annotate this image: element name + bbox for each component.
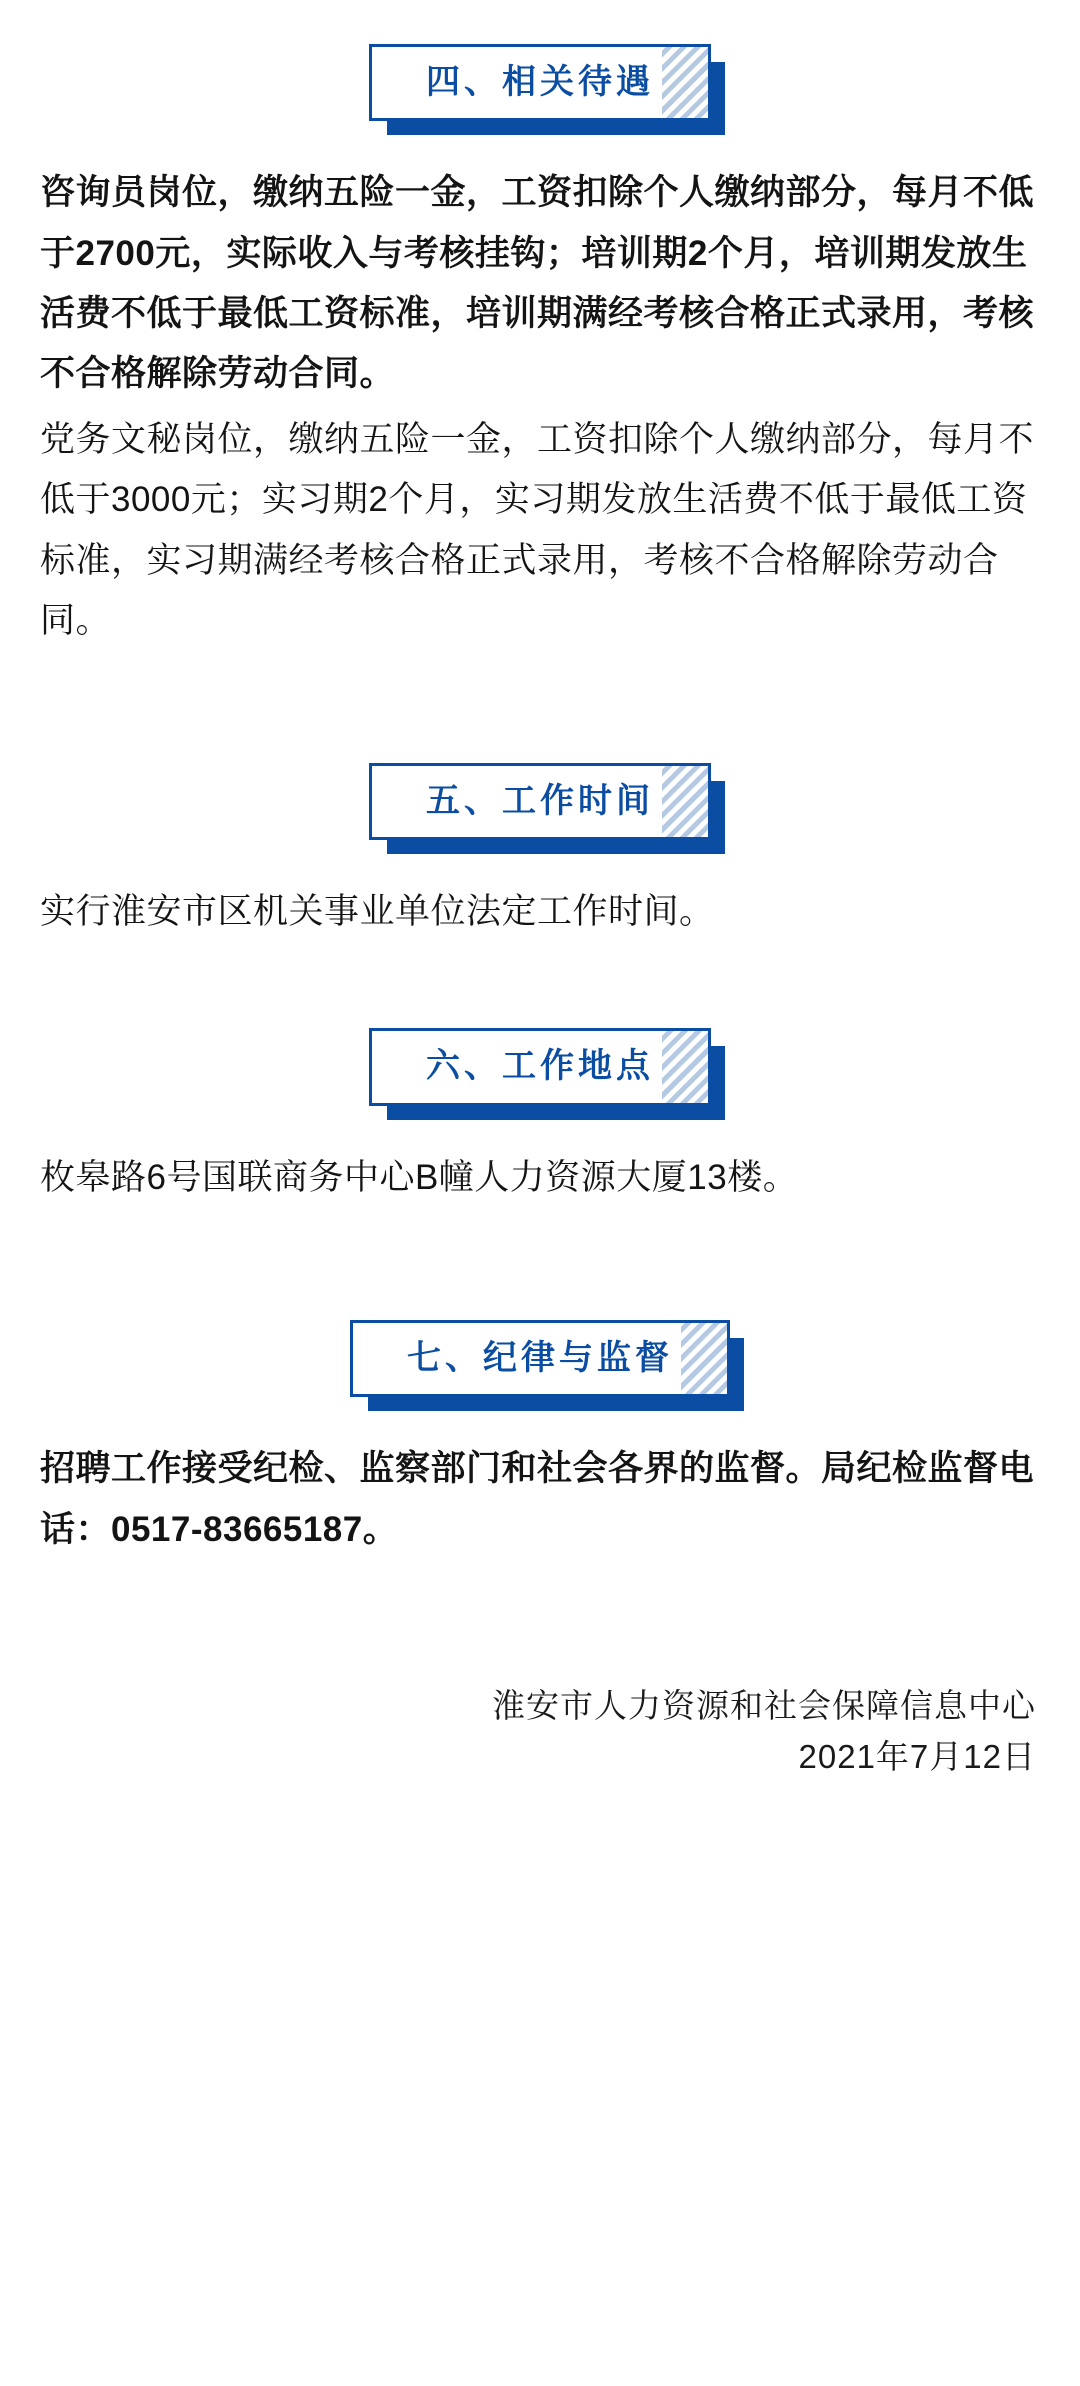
section-4-paragraph-2: 党务文秘岗位，缴纳五险一金，工资扣除个人缴纳部分，每月不低于3000元；实习期2个月，实习期发放生活费不低于最低工资标准，实习期满经考核合格正式录用，考核不合格解除劳动合同。	[40, 420, 1035, 640]
section-heading-4	[40, 44, 1040, 121]
section-7-paragraph-1: 招聘工作接受纪检、监察部门和社会各界的监督。局纪检监督电话：0517-83665187。	[40, 1449, 1035, 1549]
section-6-paragraph-1: 枚皋路6号国联商务中心B幢人力资源大厦13楼。	[40, 1157, 799, 1197]
section-heading-6	[40, 1028, 1040, 1105]
section-heading-5	[40, 763, 1040, 840]
section-heading-7-label: 七、纪律与监督	[407, 1339, 673, 1378]
footer-organization: 淮安市人力资源和社会保障信息中心	[492, 1686, 1036, 1724]
section-heading-7	[40, 1320, 1040, 1397]
footer-date: 2021年7月12日	[798, 1737, 1036, 1775]
spacer	[40, 942, 1040, 1028]
section-heading-5-label: 五、工作时间	[426, 781, 654, 820]
top-spacer	[40, 0, 1040, 44]
section-5-paragraph-1: 实行淮安市区机关事业单位法定工作时间。	[40, 892, 715, 932]
document-footer	[40, 1680, 1040, 1806]
diagonal-stripes-decoration	[681, 1323, 727, 1394]
diagonal-stripes-decoration	[662, 766, 708, 837]
section-4-paragraph-1: 咨询员岗位，缴纳五险一金，工资扣除个人缴纳部分，每月不低于2700元，实际收入与考核挂钩；培训期2个月，培训期发放生活费不低于最低工资标准，培训期满经考核合格正式录用，考核不合格解除劳动合同。	[40, 173, 1035, 393]
spacer	[40, 651, 1040, 763]
diagonal-stripes-decoration	[662, 1031, 708, 1102]
section-heading-4-label: 四、相关待遇	[426, 63, 654, 101]
diagonal-stripes-decoration	[662, 47, 708, 118]
section-heading-6-label: 六、工作地点	[426, 1047, 654, 1086]
spacer	[40, 1208, 1040, 1320]
